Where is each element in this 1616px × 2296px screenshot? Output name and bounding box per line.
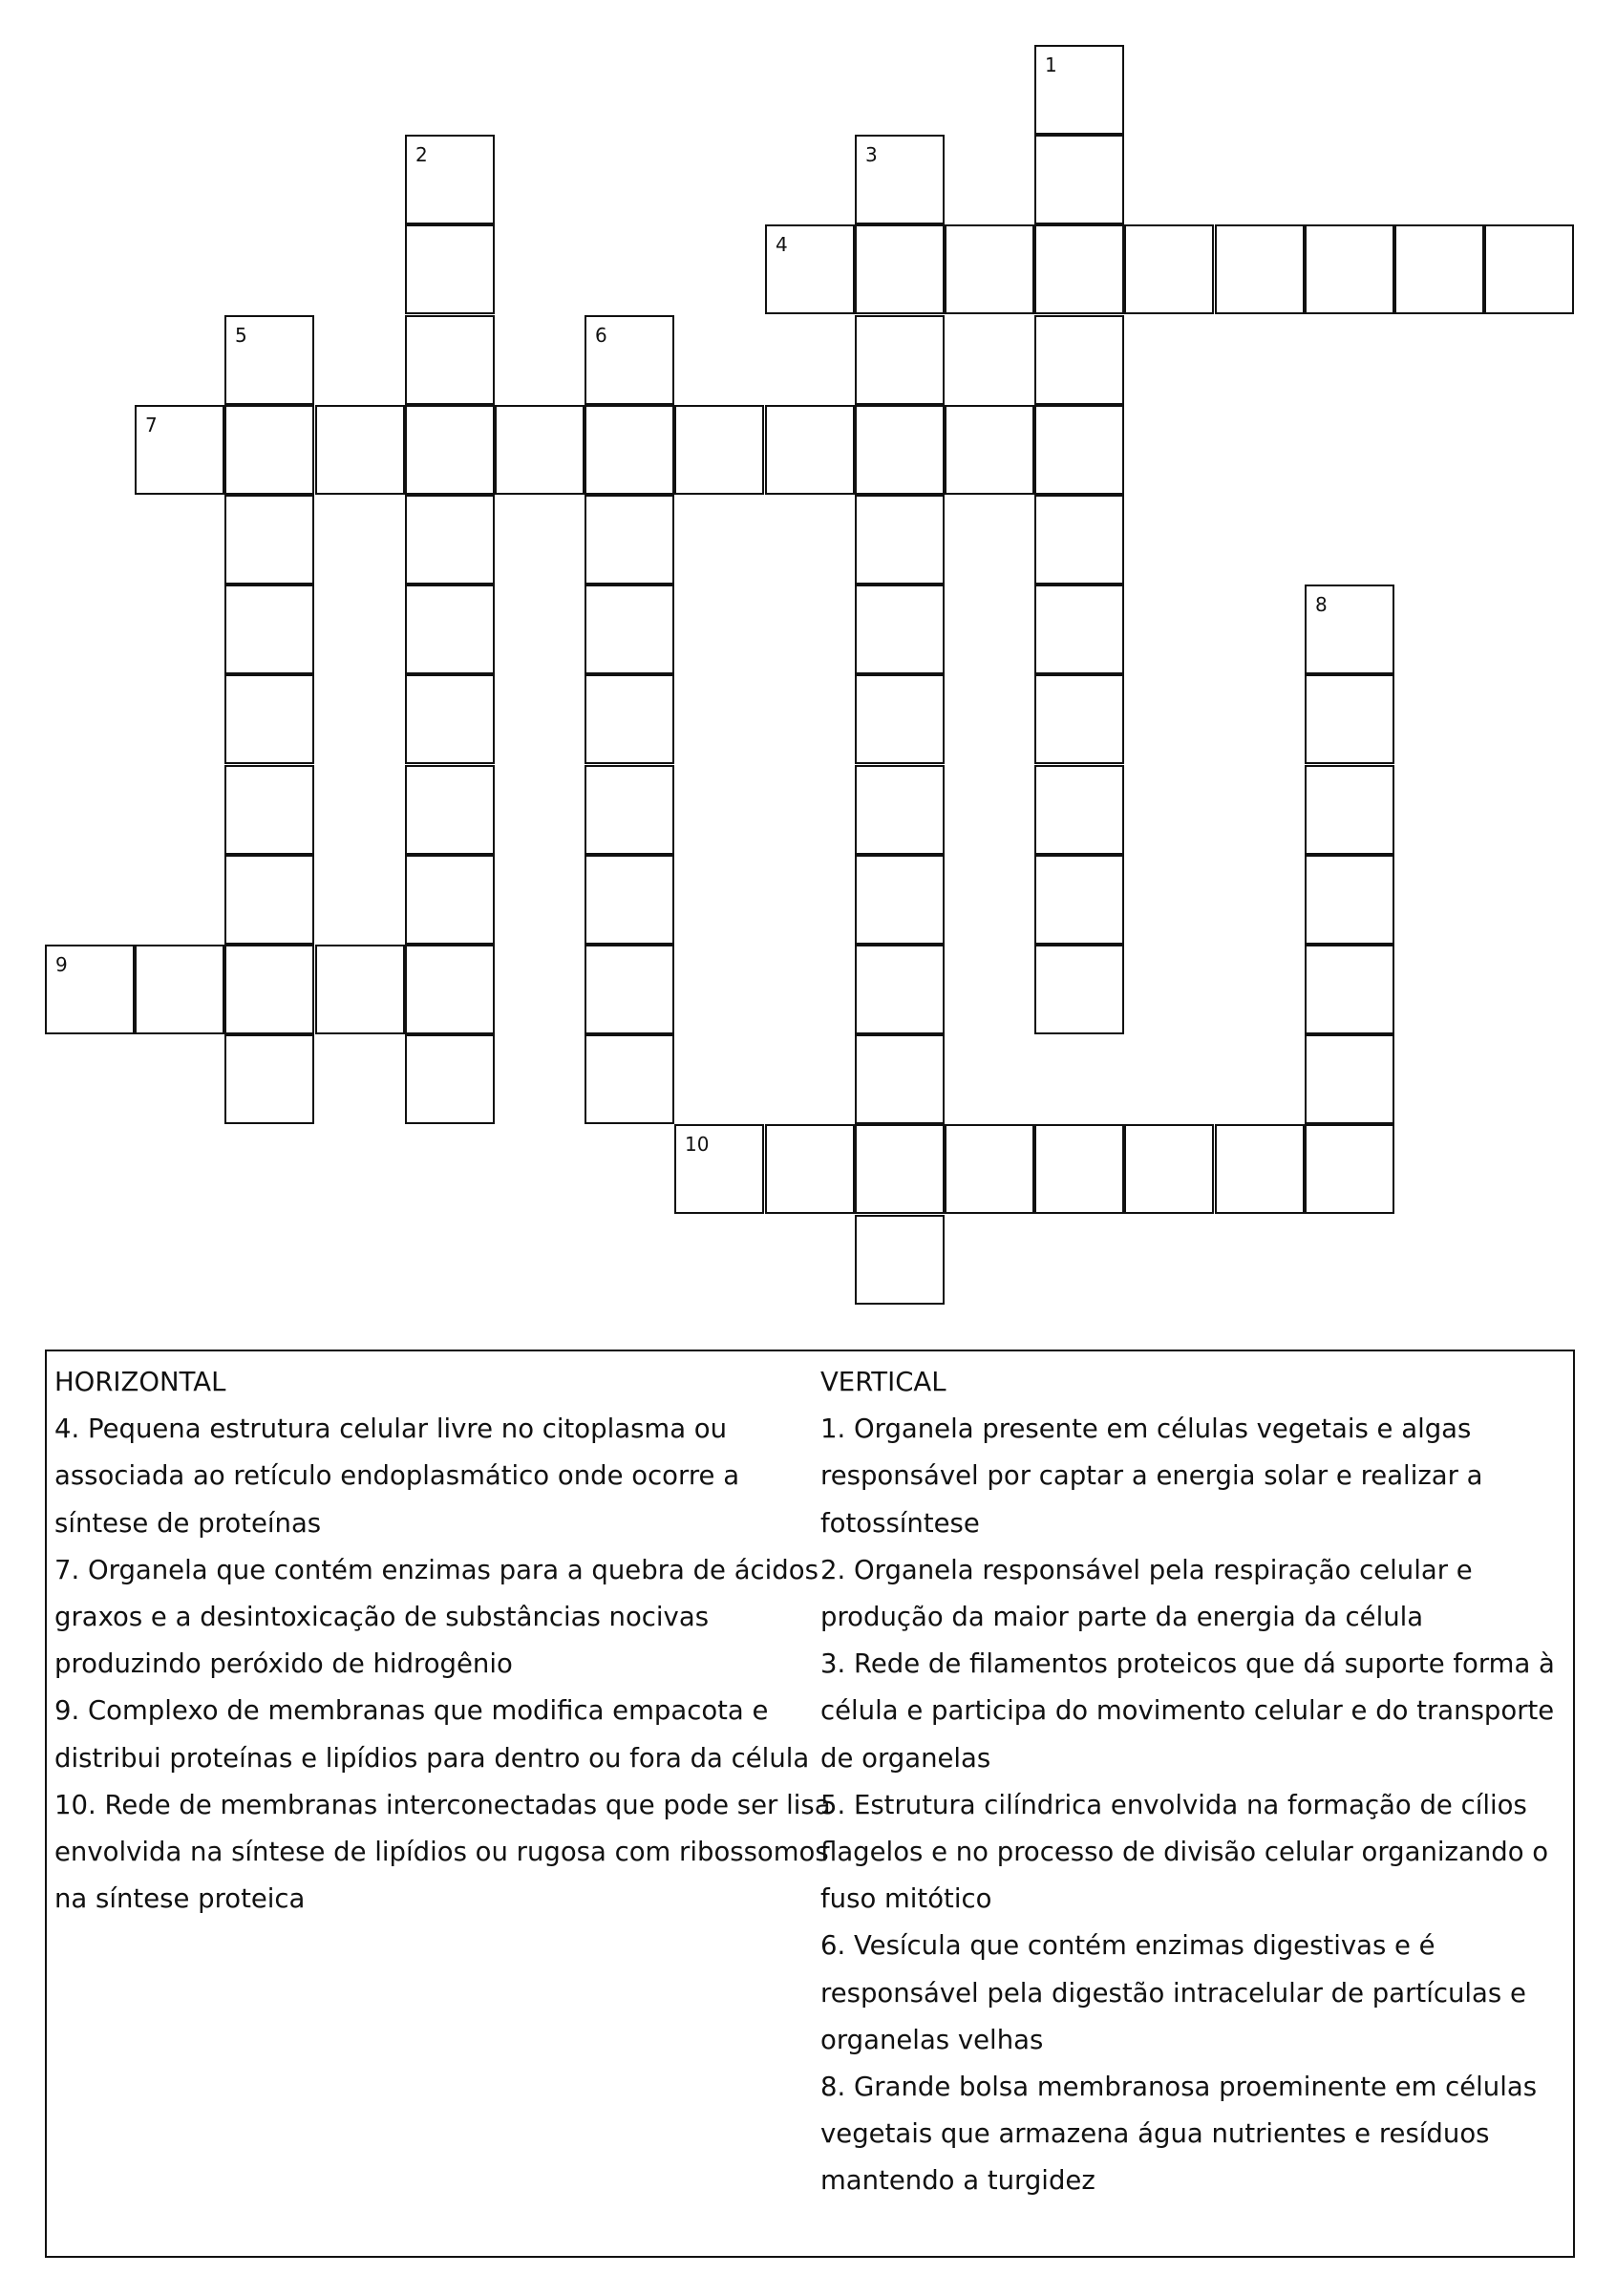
clue-line: 3. Rede de filamentos proteicos que dá suporte forma à [820, 1648, 1555, 1680]
clue-line: produzindo peróxido de hidrogênio [54, 1648, 513, 1680]
crossword-cell[interactable] [405, 495, 495, 585]
clue-number: 5 [235, 324, 247, 347]
crossword-cell[interactable] [1305, 224, 1394, 314]
crossword-cell[interactable] [855, 765, 945, 855]
crossword-cell[interactable] [1484, 224, 1574, 314]
clue-line: produção da maior parte da energia da célula [820, 1602, 1424, 1633]
crossword-cell[interactable] [1305, 855, 1394, 945]
clue-line: fuso mitótico [820, 1883, 992, 1915]
crossword-cell[interactable] [1034, 765, 1124, 855]
crossword-cell[interactable] [405, 315, 495, 405]
crossword-cell[interactable] [405, 1034, 495, 1124]
crossword-cell[interactable] [1034, 45, 1124, 135]
crossword-cell[interactable] [1305, 1124, 1394, 1214]
crossword-cell[interactable] [224, 945, 314, 1034]
crossword-cell[interactable] [1394, 224, 1484, 314]
crossword-cell[interactable] [1305, 765, 1394, 855]
crossword-cell[interactable] [585, 495, 674, 585]
crossword-cell[interactable] [585, 765, 674, 855]
crossword-cell[interactable] [315, 405, 405, 495]
crossword-cell[interactable] [224, 1034, 314, 1124]
clue-number: 3 [865, 143, 878, 166]
clue-line: 9. Complexo de membranas que modifica empacota e [54, 1695, 769, 1727]
clue-line: de organelas [820, 1742, 991, 1774]
crossword-cell[interactable] [855, 1215, 945, 1305]
vertical-clues [820, 1359, 1565, 2205]
clue-line: associada ao retículo endoplasmático onde ocorre a [54, 1460, 740, 1492]
crossword-cell[interactable] [585, 315, 674, 405]
crossword-cell[interactable] [585, 674, 674, 764]
clue-number: 10 [685, 1133, 710, 1156]
crossword-cell[interactable] [1034, 405, 1124, 495]
horizontal-clues [54, 1359, 831, 1923]
crossword-cell[interactable] [224, 674, 314, 764]
clue-line: responsável pela digestão intracelular de partículas e [820, 1977, 1526, 2009]
crossword-cell[interactable] [855, 1034, 945, 1124]
clue-line: 7. Organela que contém enzimas para a quebra de ácidos [54, 1554, 819, 1585]
crossword-cell[interactable] [945, 1124, 1034, 1214]
clue-line: distribui proteínas e lipídios para dentro ou fora da célula [54, 1742, 810, 1774]
crossword-cell[interactable] [405, 855, 495, 945]
clue-line: 8. Grande bolsa membranosa proeminente em células [820, 2072, 1538, 2103]
clue-line: envolvida na síntese de lipídios ou rugosa com ribossomos [54, 1837, 829, 1868]
clue-line: graxos e a desintoxicação de substâncias nocivas [54, 1602, 710, 1633]
crossword-cell[interactable] [405, 585, 495, 674]
clue-number: 7 [145, 414, 158, 436]
crossword-cell[interactable] [855, 1124, 945, 1214]
clue-line: 1. Organela presente em células vegetais e algas [820, 1414, 1472, 1445]
crossword-cell[interactable] [405, 224, 495, 314]
clue-line: responsável por captar a energia solar e realizar a [820, 1460, 1483, 1492]
crossword-cell[interactable] [45, 945, 135, 1034]
clue-line: na síntese proteica [54, 1883, 306, 1915]
crossword-cell[interactable] [855, 674, 945, 764]
crossword-cell[interactable] [855, 495, 945, 585]
clue-line: fotossíntese [820, 1507, 980, 1539]
crossword-cell[interactable] [765, 405, 855, 495]
clue-number: 2 [415, 143, 428, 166]
crossword-cell[interactable] [585, 1034, 674, 1124]
crossword-cell[interactable] [1034, 945, 1124, 1034]
crossword-cell[interactable] [1215, 224, 1305, 314]
clue-line: 10. Rede de membranas interconectadas que pode ser lisa [54, 1789, 831, 1820]
crossword-cell[interactable] [765, 1124, 855, 1214]
crossword-cell[interactable] [855, 224, 945, 314]
clue-number: 1 [1045, 53, 1057, 76]
crossword-cell[interactable] [224, 765, 314, 855]
clue-line: 5. Estrutura cilíndrica envolvida na formação de cílios [820, 1789, 1527, 1820]
crossword-cell[interactable] [405, 945, 495, 1034]
crossword-cell[interactable] [1034, 135, 1124, 224]
clue-number: 4 [776, 233, 788, 256]
clue-line: vegetais que armazena água nutrientes e resíduos [820, 2118, 1490, 2150]
crossword-cell[interactable] [315, 945, 405, 1034]
vertical-heading: VERTICAL [820, 1367, 946, 1397]
crossword-cell[interactable] [405, 405, 495, 495]
crossword-cell[interactable] [855, 405, 945, 495]
crossword-cell[interactable] [1215, 1124, 1305, 1214]
crossword-cell[interactable] [585, 945, 674, 1034]
crossword-cell[interactable] [855, 135, 945, 224]
clue-line: síntese de proteínas [54, 1507, 322, 1539]
crossword-cell[interactable] [585, 585, 674, 674]
crossword-cell[interactable] [1034, 855, 1124, 945]
clue-line: 4. Pequena estrutura celular livre no citoplasma ou [54, 1414, 728, 1445]
crossword-cell[interactable] [1034, 315, 1124, 405]
crossword-cell[interactable] [1305, 945, 1394, 1034]
crossword-cell[interactable] [224, 405, 314, 495]
crossword-cell[interactable] [405, 135, 495, 224]
crossword-cell[interactable] [224, 315, 314, 405]
crossword-cell[interactable] [585, 855, 674, 945]
crossword-cell[interactable] [1124, 1124, 1214, 1214]
clue-line: célula e participa do movimento celular e do transporte [820, 1695, 1555, 1727]
clue-number: 6 [595, 324, 607, 347]
crossword-cell[interactable] [674, 405, 764, 495]
crossword-cell[interactable] [855, 945, 945, 1034]
crossword-cell[interactable] [135, 945, 224, 1034]
crossword-cell[interactable] [855, 315, 945, 405]
crossword-cell[interactable] [1034, 495, 1124, 585]
crossword-cell[interactable] [495, 405, 585, 495]
crossword-cell[interactable] [405, 765, 495, 855]
crossword-cell[interactable] [1305, 1034, 1394, 1124]
crossword-cell[interactable] [1034, 674, 1124, 764]
clue-line: mantendo a turgidez [820, 2165, 1095, 2197]
clue-number: 8 [1315, 593, 1328, 616]
crossword-cell[interactable] [585, 405, 674, 495]
clues-box [45, 1350, 1575, 2258]
crossword-cell[interactable] [945, 405, 1034, 495]
crossword-cell[interactable] [945, 224, 1034, 314]
horizontal-heading: HORIZONTAL [54, 1367, 226, 1397]
crossword-cell[interactable] [224, 495, 314, 585]
crossword-cell[interactable] [1124, 224, 1214, 314]
clue-number: 9 [55, 953, 68, 976]
clue-line: flagelos e no processo de divisão celular organizando o [820, 1837, 1549, 1868]
crossword-cell[interactable] [224, 855, 314, 945]
crossword-cell[interactable] [1034, 224, 1124, 314]
crossword-cell[interactable] [1034, 585, 1124, 674]
crossword-cell[interactable] [1034, 1124, 1124, 1214]
crossword-cell[interactable] [855, 855, 945, 945]
crossword-cell[interactable] [674, 1124, 764, 1214]
crossword-cell[interactable] [224, 585, 314, 674]
crossword-cell[interactable] [1305, 585, 1394, 674]
crossword-cell[interactable] [1305, 674, 1394, 764]
clue-line: 6. Vesícula que contém enzimas digestivas e é [820, 1930, 1435, 1962]
clue-line: 2. Organela responsável pela respiração celular e [820, 1554, 1473, 1585]
clue-line: organelas velhas [820, 2024, 1044, 2055]
crossword-cell[interactable] [135, 405, 224, 495]
crossword-cell[interactable] [765, 224, 855, 314]
crossword-cell[interactable] [855, 585, 945, 674]
crossword-cell[interactable] [405, 674, 495, 764]
